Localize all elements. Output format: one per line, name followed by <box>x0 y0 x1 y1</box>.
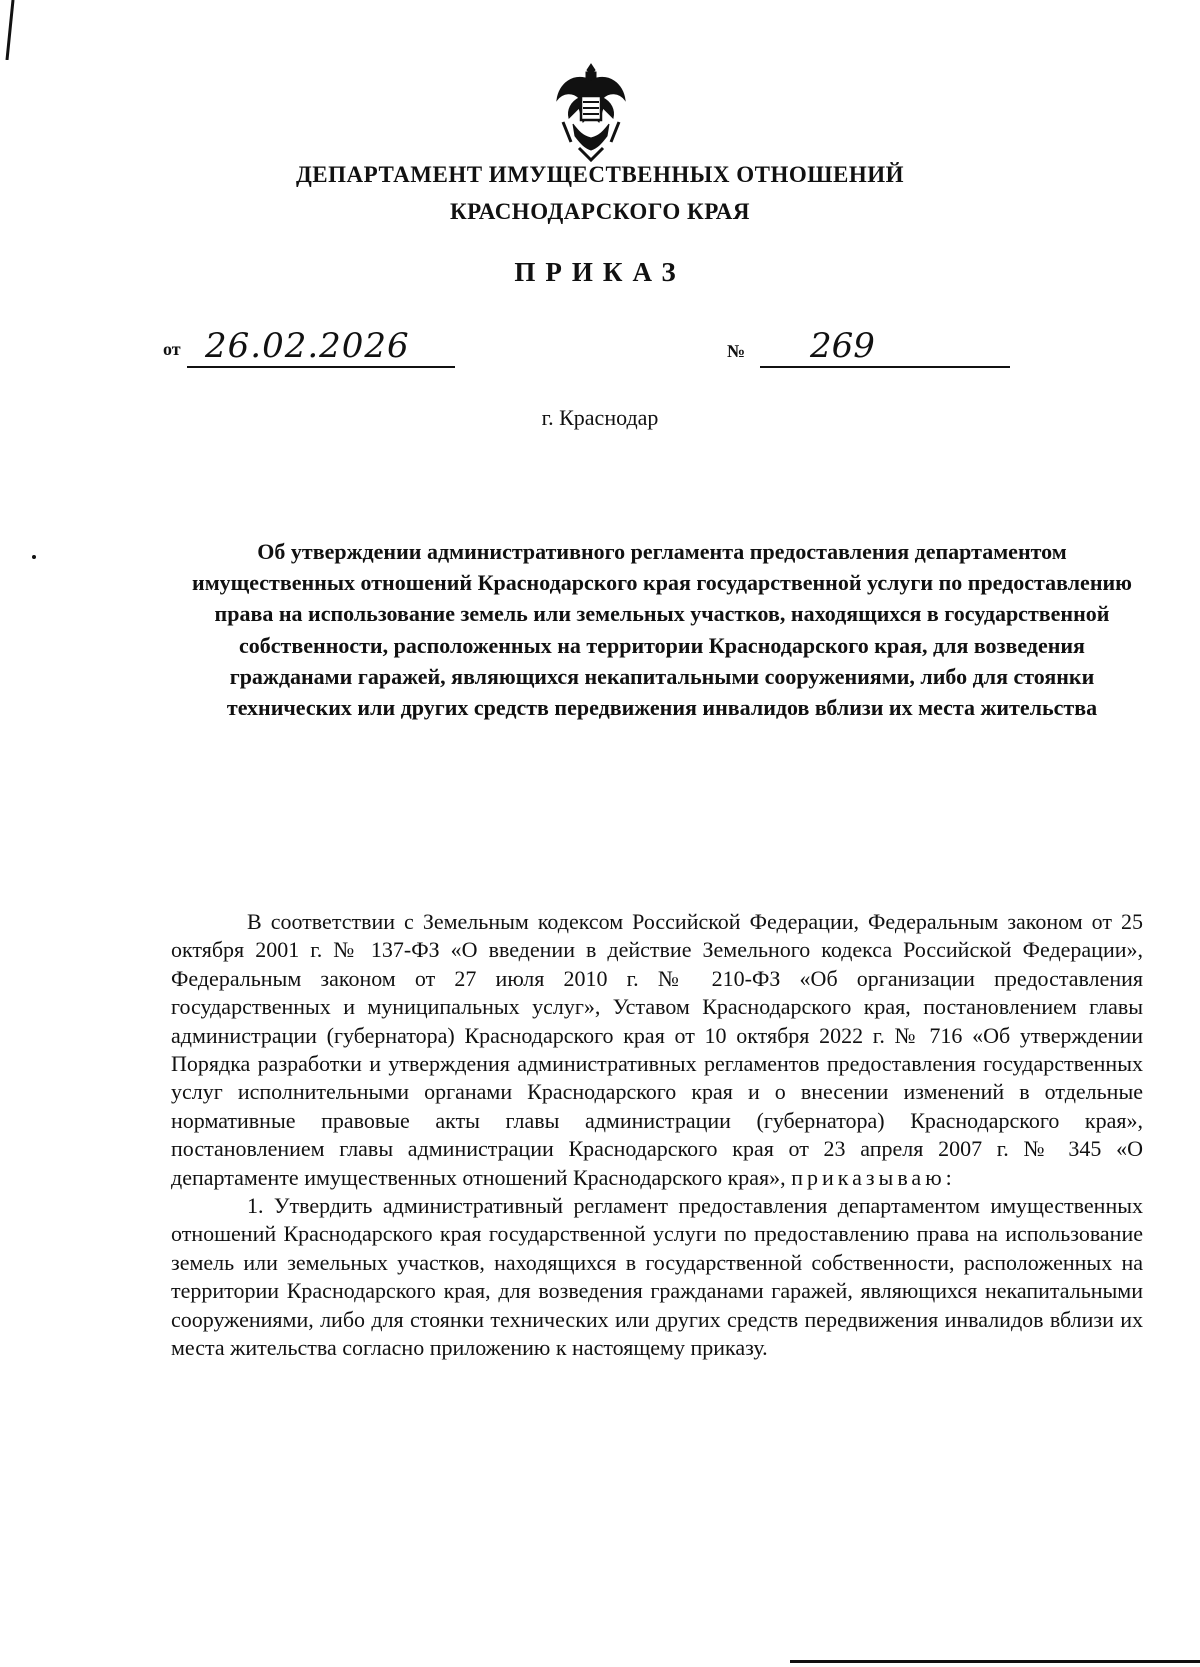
document-body <box>171 908 1143 1363</box>
department-name-line2: КРАСНОДАРСКОГО КРАЯ <box>449 199 751 224</box>
document-title: Об утверждении административного регламента предоставления департаментом имущественных отношений Краснодарского края государственной услуги по предоставлению права на использование земель или земельных участков, находящихся в государственной собственности, расположенных на территории Краснодарского края, для возведения гражданами гаражей, являющихся некапитальными сооружениями, либо для стоянки технических или других средств передвижения инвалидов вблизи их места жительства <box>192 539 1132 721</box>
preamble-text: В соответствии с Земельным кодексом Российской Федерации, Федеральным законом от 25 октября 2001 г. № 137-ФЗ «О введении в действие Земельного кодекса Российской Федерации», Федеральным законом от 27 июля 2010 г. № 210-ФЗ «Об организации предоставления государственных и муниципальных услуг», Уставом Краснодарского края, постановлением главы администрации (губернатора) Краснодарского края от 10 октября 2022 г. № 716 «Об утверждении Порядка разработки и утверждения административных регламентов предоставления государственных услуг исполнительными органами Краснодарского края и о внесении изменений в отдельные нормативные правовые акты главы администрации (губернатора) Краснодарского края», постановлением главы администрации Краснодарского края от 23 апреля 2007 г. № 345 «О департаменте имущественных отношений Краснодарского края», <box>171 909 1143 1190</box>
preamble-paragraph <box>171 908 1143 1192</box>
margin-mark <box>4 0 16 60</box>
bottom-edge-line <box>790 1660 1200 1663</box>
number-underline <box>760 366 1010 368</box>
date-underline <box>187 366 455 368</box>
department-name-line1: ДЕПАРТАМЕНТ ИМУЩЕСТВЕННЫХ ОТНОШЕНИЙ <box>295 162 905 187</box>
document-type: ПРИКАЗ <box>514 257 686 287</box>
number-prefix: № <box>727 341 746 361</box>
item-1-paragraph: 1. Утвердить административный регламент предоставления департаментом имущественных отношений Краснодарского края государственной услуги по предоставлению права на использование земель или земельных участков, находящихся в государственной собственности, расположенных на территории Краснодарского края, для возведения гражданами гаражей, являющихся некапитальными сооружениями, либо для стоянки технических или других средств передвижения инвалидов вблизи их места жительства согласно приложению к настоящему приказу. <box>171 1193 1143 1361</box>
coat-of-arms-icon <box>553 62 629 162</box>
order-word: приказываю: <box>791 1164 956 1190</box>
city: г. Краснодар <box>541 405 659 430</box>
scan-speck <box>32 555 36 559</box>
date-prefix: от <box>163 339 181 359</box>
handwritten-date: 26.02.2026 <box>205 326 410 366</box>
handwritten-number: 269 <box>810 326 875 366</box>
